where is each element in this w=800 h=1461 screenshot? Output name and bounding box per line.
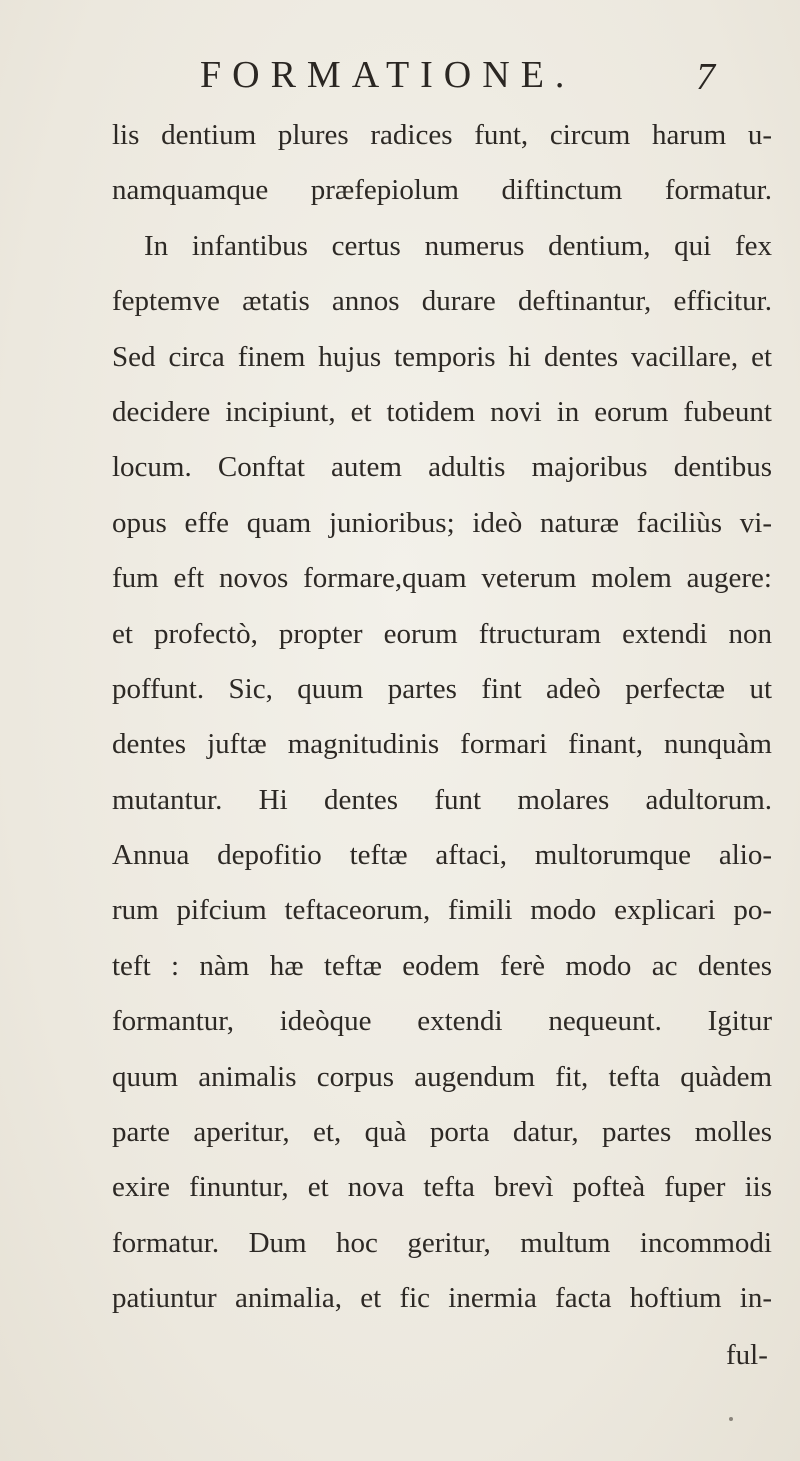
text-line: poffunt. Sic, quum partes fint adeò perfectæ ut (112, 672, 772, 705)
text-line: rum pifcium teftaceorum, fimili modo explicari po- (112, 894, 772, 927)
running-title: FORMATIONE. (200, 54, 576, 96)
text-line: exire finuntur, et nova tefta brevì pofteà fuper iis (112, 1171, 772, 1204)
text-line: patiuntur animalia, et fic inermia facta hoftium in- (112, 1282, 772, 1315)
text-line: mutantur. Hi dentes funt molares adultorum. (112, 783, 772, 816)
page-number: 7 (696, 56, 715, 98)
text-line: fum eft novos formare,quam veterum molem augere: (112, 562, 772, 595)
text-line: dentes juftæ magnitudinis formari finant, nunquàm (112, 728, 772, 761)
text-line: et profectò, propter eorum ftructuram extendi non (112, 617, 772, 650)
ink-speck (729, 1417, 733, 1421)
text-line: decidere incipiunt, et totidem novi in eorum fubeunt (112, 395, 772, 428)
text-line: In infantibus certus numerus dentium, qui fex (144, 229, 772, 262)
text-line: formatur. Dum hoc geritur, multum incommodi (112, 1226, 772, 1259)
text-line: parte aperitur, et, quà porta datur, partes molles (112, 1116, 772, 1149)
text-line: namquamque præfepiolum diftinctum formatur. (112, 174, 772, 207)
text-line: quum animalis corpus augendum fit, tefta quàdem (112, 1060, 772, 1093)
text-line: formantur, ideòque extendi nequeunt. Igitur (112, 1005, 772, 1038)
text-line: lis dentium plures radices funt, circum harum u- (112, 119, 772, 151)
body-text (112, 108, 772, 1327)
text-line: teft : nàm hæ teftæ eodem ferè modo ac dentes (112, 949, 772, 982)
text-line: Sed circa finem hujus temporis hi dentes vacillare, et (112, 340, 772, 373)
catchword: ful- (726, 1339, 768, 1371)
text-line: Annua depofitio teftæ aftaci, multorumque alio- (112, 839, 772, 872)
page-header (0, 55, 800, 115)
text-line: opus effe quam junioribus; ideò naturæ faciliùs vi- (112, 506, 772, 539)
text-line: locum. Conftat autem adultis majoribus dentibus (112, 451, 772, 484)
text-line: feptemve ætatis annos durare deftinantur, efficitur. (112, 285, 772, 318)
